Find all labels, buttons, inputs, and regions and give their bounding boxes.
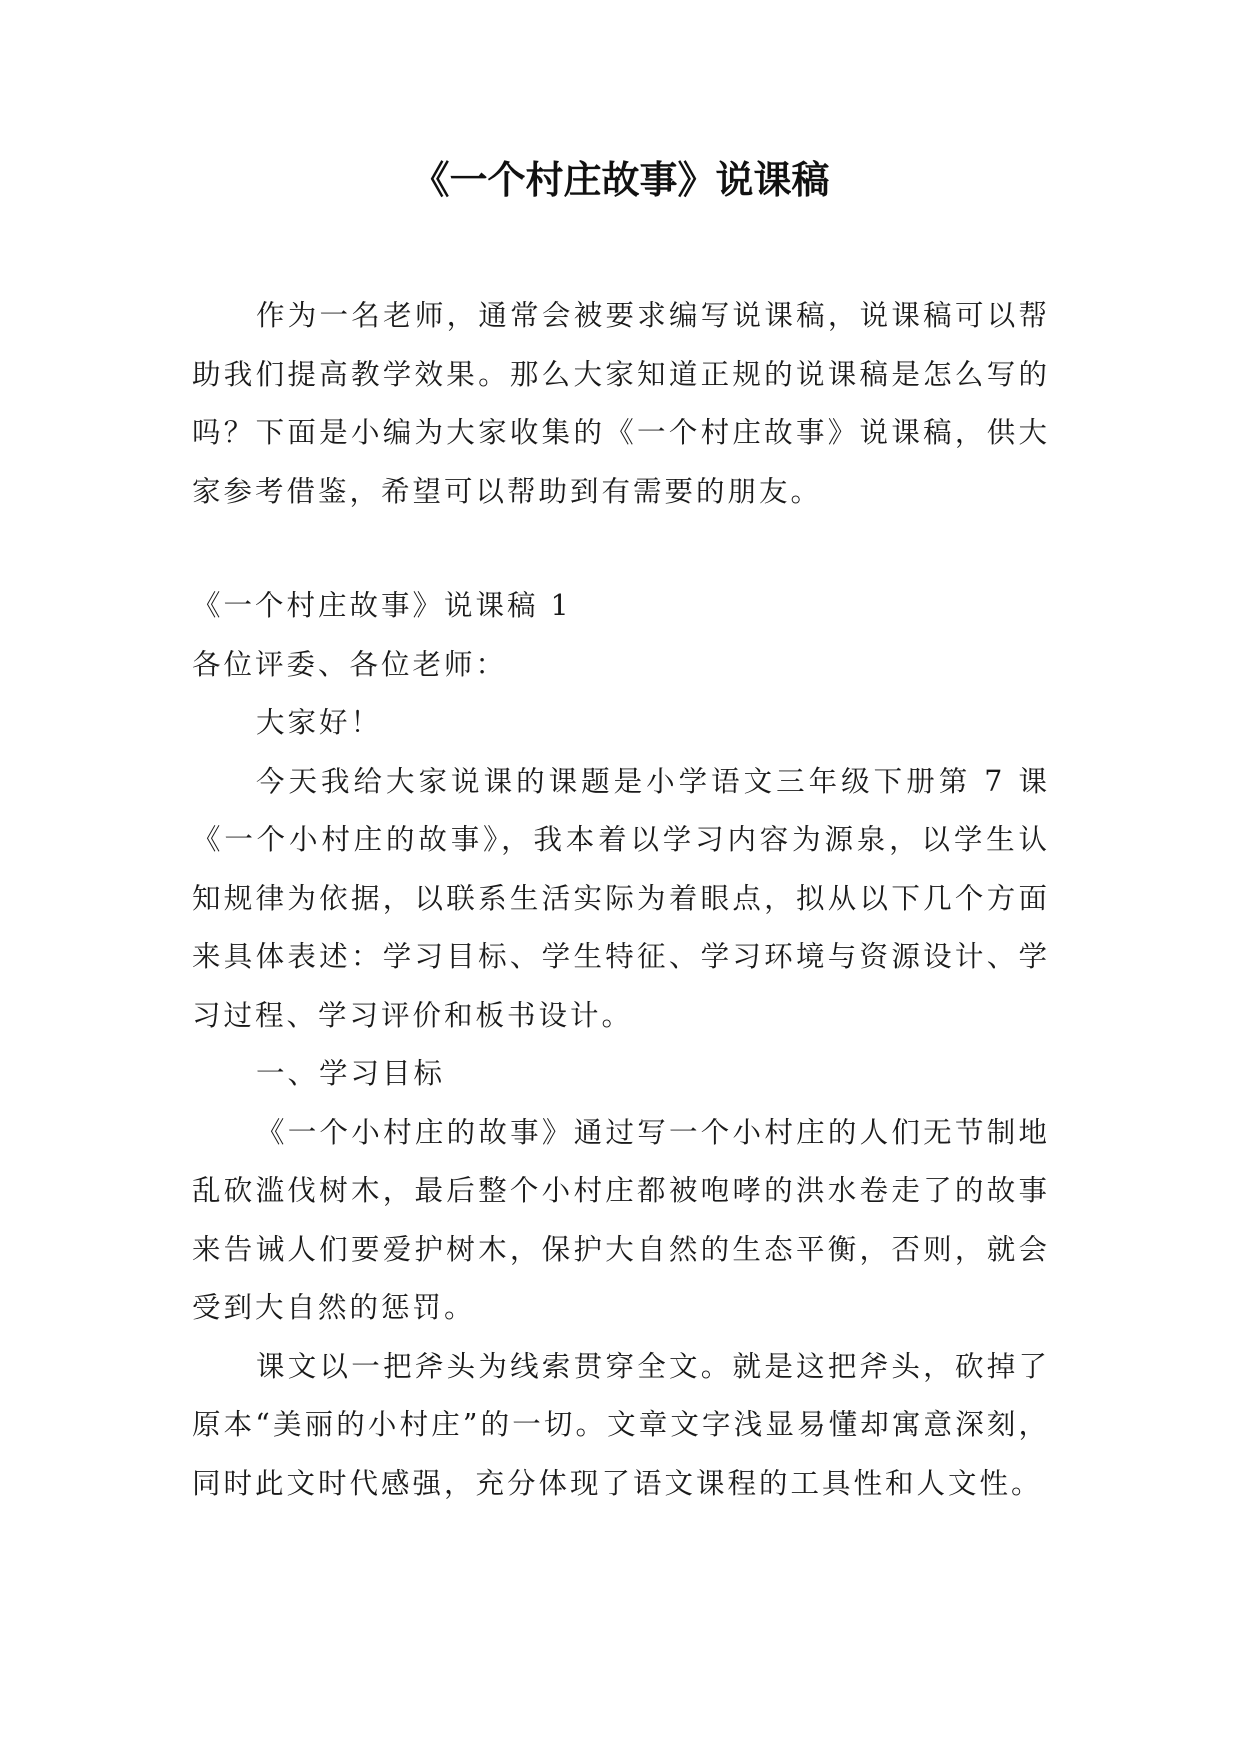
body-paragraph-axe-clue: 课文以一把斧头为线索贯穿全文。就是这把斧头，砍掉了原本“美丽的小村庄”的一切。文章文字浅显易懂却寓意深刻，同时此文时代感强，充分体现了语文课程的工具性和人文性。 — [192, 1349, 1050, 1500]
body-paragraph-story-summary: 《一个小村庄的故事》通过写一个小村庄的人们无节制地乱砍滥伐树木，最后整个小村庄都被咆哮的洪水卷走了的故事来告诫人们要爱护树木，保护大自然的生态平衡，否则，就会受到大自然的惩罚。 — [192, 1115, 1050, 1324]
document-title: 《一个村庄故事》说课稿 — [411, 158, 830, 202]
subheading-learning-goals: 一、学习目标 — [256, 1057, 446, 1090]
greeting: 大家好！ — [256, 706, 383, 739]
section-heading: 《一个村庄故事》说课稿 1 — [192, 589, 572, 622]
intro-paragraph: 作为一名老师，通常会被要求编写说课稿，说课稿可以帮助我们提高教学效果。那么大家知道正规的说课稿是怎么写的吗？下面是小编为大家收集的《一个村庄故事》说课稿，供大家参考借鉴，希望可以帮助到有需要的朋友。 — [192, 299, 1050, 508]
body-paragraph-topic: 今天我给大家说课的课题是小学语文三年级下册第 7 课《一个小村庄的故事》，我本着以学习内容为源泉，以学生认知规律为依据，以联系生活实际为着眼点，拟从以下几个方面来具体表述：学习目标、学生特征、学习环境与资源设计、学习过程、学习评价和板书设计。 — [192, 764, 1050, 1032]
document-body — [192, 287, 1050, 1513]
salutation: 各位评委、各位老师： — [192, 647, 508, 681]
